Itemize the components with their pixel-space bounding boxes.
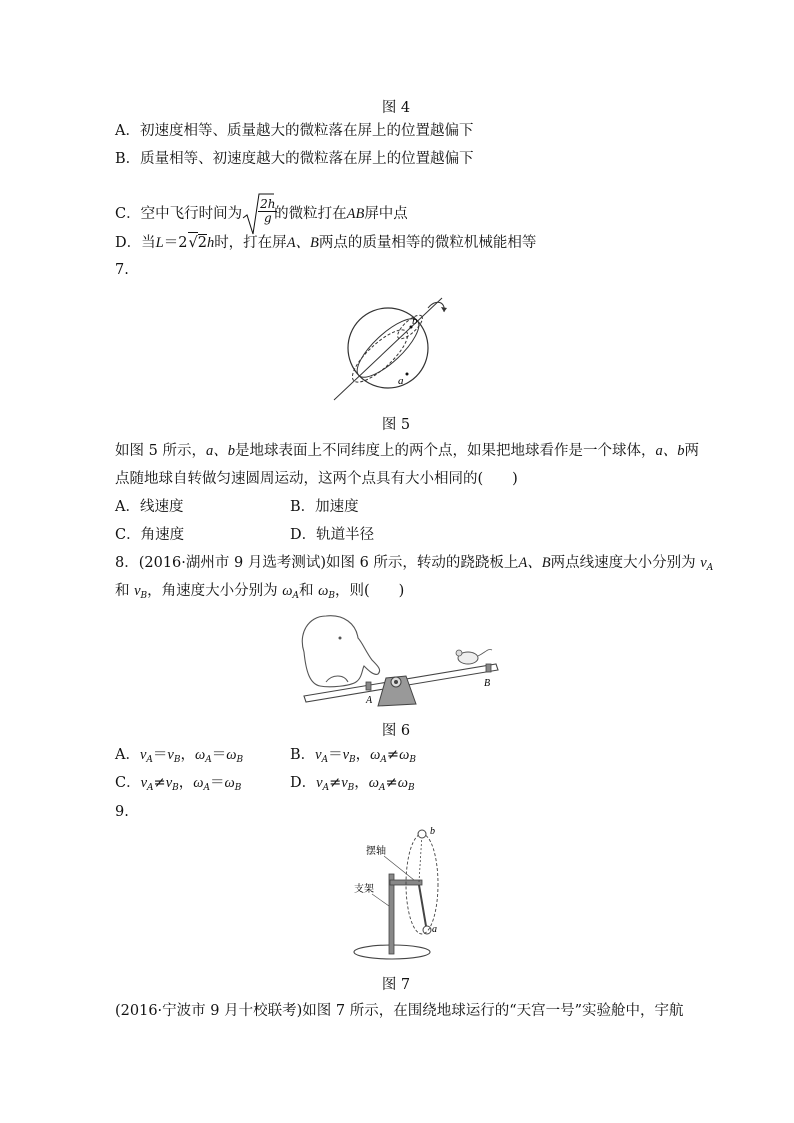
q6-option-c-ab: AB [346, 206, 365, 222]
pendulum-figure [352, 822, 460, 964]
point-B-label: B [484, 678, 491, 689]
v-symbol: v [315, 747, 322, 763]
q8-wa-symbol: ω [282, 583, 293, 599]
q6-option-b: B．质量相等、初速度越大的微粒落在屏上的位置越偏下 [115, 151, 474, 167]
neq-sign: ≠ [385, 775, 398, 791]
q8-stem-line1 [115, 553, 713, 578]
q8-stem-and2: 和 [299, 583, 314, 599]
point-b-label: b [412, 315, 418, 327]
q8-vb-subscript: B [140, 591, 148, 601]
v-symbol: v [341, 775, 348, 791]
point-a-label: a [398, 375, 404, 387]
q6-option-d-l: L [155, 235, 164, 251]
q7-stem-pre: 如图 5 所示， [115, 443, 206, 459]
sub-A: A [146, 755, 153, 765]
seesaw-figure [290, 612, 502, 712]
pendulum-rod [419, 885, 426, 926]
q8-option-b [290, 745, 416, 770]
ball-a [423, 926, 431, 934]
q6-option-d-end: 两点的质量相等的微粒机械能相等 [318, 235, 537, 251]
q8-va-symbol: v [700, 555, 707, 571]
q8-stem-ab: A、B [518, 555, 551, 571]
omega-symbol: ω [370, 747, 381, 763]
sub-B: B [409, 755, 416, 765]
point-A-marker [366, 682, 371, 690]
q7-number: 7. [115, 262, 129, 278]
omega-symbol: ω [399, 747, 410, 763]
q8-stem-end: ，则( ) [335, 583, 405, 599]
neq-sign: ≠ [153, 775, 166, 791]
sub-A: A [205, 755, 212, 765]
v-symbol: v [165, 775, 173, 791]
rotation-axis [334, 298, 442, 400]
opt-letter: D． [290, 775, 317, 791]
axis-label: 摆轴 [366, 846, 386, 857]
q7-stem-ab2: a、b [655, 443, 685, 459]
q7-stem-end: 两 [684, 443, 699, 459]
axis-leader-line [384, 856, 414, 880]
q6-option-d-post: 时，打在屏 [214, 235, 287, 251]
point-a-dot [406, 373, 409, 376]
elephant-eye [339, 637, 342, 640]
q6-option-c-end: 屏中点 [364, 206, 408, 222]
sub-B: B [407, 783, 415, 793]
omega-symbol: ω [193, 775, 204, 791]
separator: ， [354, 775, 369, 791]
q9-number: 9. [115, 804, 129, 820]
omega-symbol: ω [397, 775, 408, 791]
separator: ， [180, 747, 195, 763]
q7-option-a: A．线速度 [115, 499, 184, 515]
q6-option-d-pre: D．当 [115, 235, 156, 251]
opt-letter: B． [290, 747, 316, 763]
eq-sign: ＝ [211, 747, 227, 763]
sub-A: A [321, 755, 329, 765]
mouse-tail [478, 649, 492, 656]
q7-option-c: C．角速度 [115, 527, 185, 543]
stand-pole [389, 874, 394, 954]
figure-4-caption: 图 4 [381, 100, 411, 116]
ball-a-label: a [432, 924, 437, 935]
omega-symbol: ω [226, 747, 237, 763]
separator: ， [178, 775, 194, 791]
q8-wb-subscript: B [328, 591, 336, 601]
pivot-center [394, 680, 398, 684]
point-A-label: A [366, 695, 373, 706]
v-symbol: v [140, 775, 148, 791]
q9-stem-line1: (2016·宁波市 9 月十校联考)如图 7 所示，在围绕地球运行的“天宫一号”实验舱中，宇航 [115, 1003, 684, 1019]
neq-sign: ≠ [329, 775, 342, 791]
stand-label: 支架 [354, 884, 374, 895]
mouse-ear [456, 650, 462, 656]
q6-option-c-pre: C．空中飞行时间为 [115, 206, 243, 222]
neq-sign: ≠ [386, 747, 400, 763]
sub-B: B [349, 755, 356, 765]
q8-vb-symbol: v [134, 583, 141, 599]
sqrt-fraction [242, 192, 274, 236]
rotation-arrowhead-icon [441, 307, 447, 312]
fraction-numerator: 2h [260, 197, 276, 211]
ball-b [418, 830, 426, 838]
opt-letter: A． [115, 747, 140, 763]
sub-A: A [203, 783, 211, 793]
q8-stem-and: 和 [115, 583, 130, 599]
q6-option-d-h: h [206, 235, 215, 251]
sub-A: A [322, 783, 330, 793]
sub-B: B [347, 783, 355, 793]
omega-symbol: ω [194, 747, 206, 763]
upper-rod-dashed [419, 834, 422, 882]
v-symbol: v [167, 747, 174, 763]
separator: ， [355, 747, 371, 763]
earth-rotation-figure [330, 290, 460, 402]
v-symbol: v [316, 775, 323, 791]
elephant-leg [326, 676, 348, 682]
q7-stem-ab: a、b [205, 443, 235, 459]
q8-stem-line2 [115, 581, 404, 606]
q6-option-c [115, 192, 408, 236]
q6-option-d-eq: ＝2 [163, 235, 188, 251]
q8-stem-pre: 8．(2016·湖州市 9 月选考测试)如图 6 所示，转动的跷跷板上 [115, 555, 519, 571]
sub-B: B [173, 755, 181, 765]
eq-sign: ＝ [210, 775, 225, 791]
sub-A: A [379, 783, 386, 793]
q8-va-subscript: A [706, 563, 714, 573]
q6-option-d-radicand: 2 [197, 235, 207, 251]
q7-option-b: B．加速度 [290, 499, 359, 515]
q7-stem-line2: 点随地球自转做匀速圆周运动，这两个点具有大小相同的( ) [115, 471, 518, 487]
eq-sign: ＝ [152, 747, 168, 763]
q6-option-d [115, 232, 536, 253]
q8-wa-subscript: A [292, 591, 300, 601]
q8-stem-post: 两点线速度大小分别为 [550, 555, 696, 571]
omega-symbol: ω [224, 775, 235, 791]
figure-5-caption: 图 5 [381, 417, 411, 433]
q6-option-d-radical: √ [188, 232, 197, 253]
sub-A: A [380, 755, 387, 765]
q8-option-c [115, 773, 241, 798]
q6-option-c-post: 的微粒打在 [274, 206, 347, 222]
fraction-denominator: g [263, 211, 272, 225]
v-symbol: v [139, 747, 147, 763]
point-B-marker [486, 664, 491, 672]
q6-option-d-ab: A、B [286, 235, 319, 251]
v-symbol: v [342, 747, 350, 763]
figure-7-caption: 图 7 [381, 977, 411, 993]
q8-option-d [290, 773, 415, 798]
q7-stem-line1 [115, 441, 699, 461]
q7-stem-post: 是地球表面上不同纬度上的两个点，如果把地球看作是一个球体， [234, 443, 656, 459]
q6-option-a: A．初速度相等、质量越大的微粒落在屏上的位置越偏下 [115, 123, 474, 139]
figure-6-caption: 图 6 [381, 723, 411, 739]
sub-B: B [234, 783, 242, 793]
stand-leader-line [372, 894, 389, 906]
omega-symbol: ω [368, 775, 380, 791]
opt-letter: C． [115, 775, 141, 791]
q7-option-d: D．轨道半径 [290, 527, 375, 543]
q8-wb-symbol: ω [318, 583, 329, 599]
q8-stem-mid: ，角速度大小分别为 [147, 583, 278, 599]
sub-B: B [172, 783, 179, 793]
sub-A: A [147, 783, 154, 793]
ball-b-label: b [430, 826, 435, 837]
eq-sign: ＝ [328, 747, 343, 763]
fraction [258, 198, 277, 225]
sub-B: B [236, 755, 244, 765]
q8-option-a [115, 745, 243, 770]
